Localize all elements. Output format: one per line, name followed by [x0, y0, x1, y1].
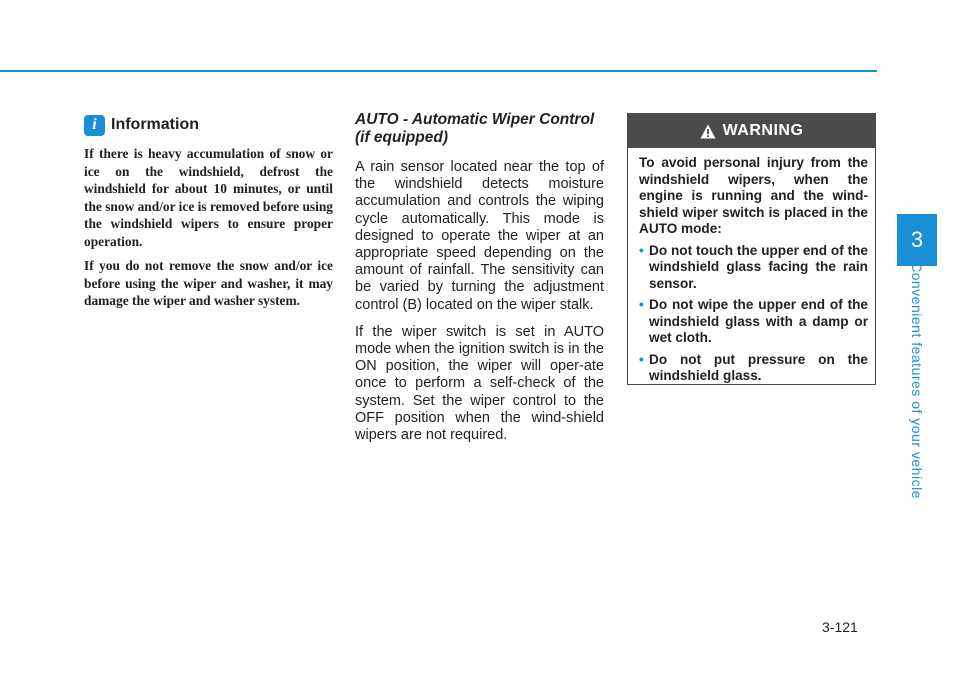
warning-item: • Do not wipe the upper end of the windshield glass with a damp or wet cloth.	[639, 297, 868, 347]
page-number: 3-121	[822, 619, 858, 635]
section-title-line-1: AUTO - Automatic Wiper Control	[355, 111, 595, 128]
section-title	[355, 111, 604, 147]
warning-intro: To avoid personal injury from the windshield wipers, when the engine is running and the wind-shield wiper switch is placed in the AUTO mode:	[639, 155, 868, 236]
information-title: Information	[111, 116, 199, 133]
chapter-tab: 3	[897, 214, 937, 266]
header-rule	[0, 70, 877, 72]
warning-item: • Do not put pressure on the windshield glass.	[639, 352, 868, 385]
information-paragraph-2: If you do not remove the snow and/or ice before using the wiper and washer, it may damage the wiper and washer system.	[84, 258, 333, 308]
warning-triangle-icon	[700, 124, 716, 139]
info-icon: i	[84, 115, 105, 136]
warning-title: WARNING	[722, 122, 804, 139]
information-box	[84, 112, 333, 310]
warning-body	[628, 148, 875, 385]
warning-list	[639, 243, 868, 385]
section-title-line-2: (if equipped)	[355, 129, 448, 146]
information-header	[84, 112, 333, 138]
warning-box	[627, 113, 876, 385]
auto-paragraph-2: If the wiper switch is set in AUTO mode when the ignition switch is in the ON position, the wiper will oper-ate once to perform a self-check of the system. Set the wiper control to the OFF position when the wind-shield wipers are not required.	[355, 323, 604, 444]
warning-item: • Do not touch the upper end of the windshield glass facing the rain sensor.	[639, 243, 868, 293]
information-paragraph-1: If there is heavy accumulation of snow or ice on the windshield, defrost the windshield for about 10 minutes, or until the snow and/or ice is removed before using the windshield wipers to ensure proper operation.	[84, 146, 333, 249]
auto-paragraph-1: A rain sensor located near the top of the windshield detects moisture accumulation and controls the wiping cycle automatically. This mode is designed to operate the wiper at an appropriate speed depending on the amount of rainfall. The sensitivity can be varied by turning the adjustment control (B) located on the wiper stalk.	[355, 159, 604, 313]
auto-section	[355, 111, 604, 444]
chapter-title: Convenient features of your vehicle	[909, 262, 925, 499]
warning-header	[628, 114, 875, 148]
